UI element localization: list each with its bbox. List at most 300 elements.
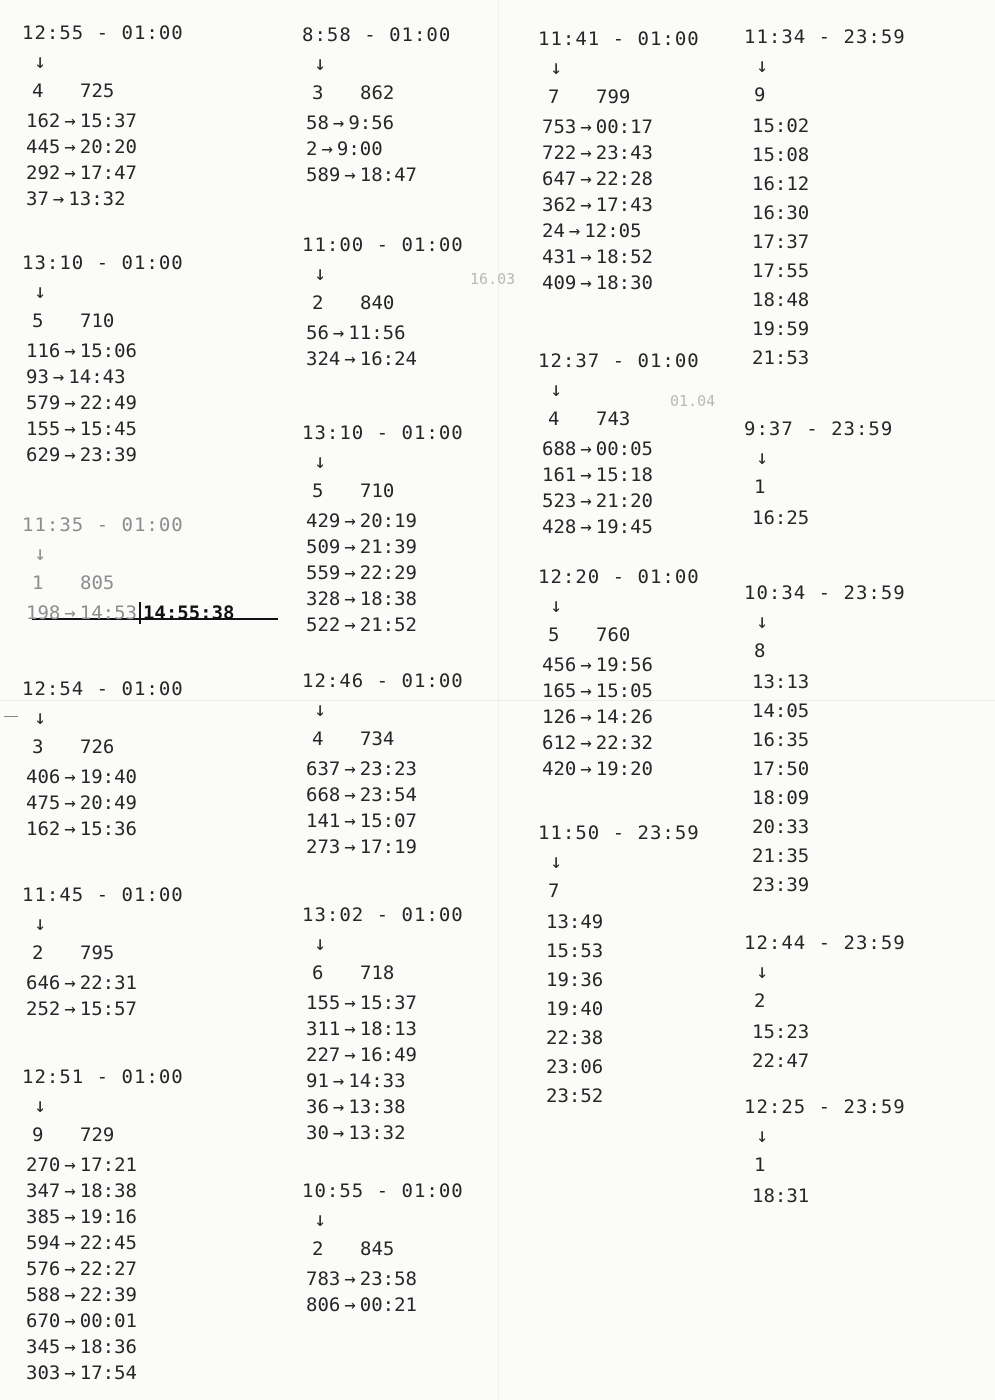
item-total: 862	[360, 82, 395, 104]
time-entry: 22:47	[752, 1050, 810, 1072]
right-arrow-icon: →	[580, 732, 592, 754]
time-entry: 17:37	[752, 231, 810, 253]
entry-number: 58	[306, 112, 329, 134]
entry-row	[22, 790, 262, 816]
shift-block	[744, 22, 984, 373]
down-arrow-icon: ↓	[314, 261, 327, 285]
entry-number: 428	[542, 516, 577, 538]
time-entry: 17:55	[752, 260, 810, 282]
count-row	[538, 618, 778, 652]
entry-time: 22:32	[595, 732, 653, 754]
shift-time-range: 12:25 - 23:59	[744, 1096, 906, 1118]
entry-time: 21:52	[359, 614, 417, 636]
margin-note-date-b: 01.04	[670, 392, 716, 410]
time-entry: 14:05	[752, 700, 810, 722]
entry-number: 126	[542, 706, 577, 728]
shift-block	[744, 578, 984, 900]
item-total: 845	[360, 1238, 395, 1260]
right-arrow-icon: →	[64, 1180, 76, 1202]
entry-row	[302, 1042, 542, 1068]
entry-time: 17:19	[359, 836, 417, 858]
entry-time: 13:38	[348, 1096, 406, 1118]
entry-time: 12:05	[584, 220, 642, 242]
shift-block	[302, 418, 542, 638]
down-arrow-icon: ↓	[756, 609, 769, 633]
entry-number: 753	[542, 116, 577, 138]
entry-time: 23:58	[359, 1268, 417, 1290]
shift-time-range: 11:35 - 01:00	[22, 514, 184, 536]
time-entry: 16:35	[752, 729, 810, 751]
entry-row	[538, 166, 778, 192]
entry-number: 509	[306, 536, 341, 558]
shift-time-range: 9:37 - 23:59	[744, 418, 894, 440]
entry-row	[22, 1152, 262, 1178]
right-arrow-icon: →	[580, 706, 592, 728]
right-arrow-icon: →	[580, 758, 592, 780]
entry-row	[302, 560, 542, 586]
entry-time: 18:47	[359, 164, 417, 186]
item-count: 1	[32, 572, 44, 594]
right-arrow-icon: →	[580, 194, 592, 216]
item-total: 710	[80, 310, 115, 332]
entry-time: 22:39	[79, 1284, 137, 1306]
entry-number: 475	[26, 792, 61, 814]
down-arrow-icon: ↓	[34, 541, 47, 565]
entry-row	[538, 704, 778, 730]
entry-row	[22, 1360, 262, 1386]
entry-row	[302, 834, 542, 860]
entry-number: 24	[542, 220, 565, 242]
entry-number: 37	[26, 188, 49, 210]
entry-number: 347	[26, 1180, 61, 1202]
item-count: 6	[312, 962, 324, 984]
shift-block	[22, 674, 262, 842]
right-arrow-icon: →	[344, 164, 356, 186]
shift-time-range: 11:45 - 01:00	[22, 884, 184, 906]
entry-time: 00:17	[595, 116, 653, 138]
entry-time: 00:01	[79, 1310, 137, 1332]
entry-number: 311	[306, 1018, 341, 1040]
entry-number: 292	[26, 162, 61, 184]
shift-time-range: 13:10 - 01:00	[302, 422, 464, 444]
right-arrow-icon: →	[332, 112, 345, 134]
entry-number: 328	[306, 588, 341, 610]
item-count: 2	[32, 942, 44, 964]
item-count: 1	[754, 476, 766, 498]
entry-time: 22:31	[79, 972, 137, 994]
entry-time: 18:38	[359, 588, 417, 610]
right-arrow-icon: →	[344, 836, 356, 858]
shift-time-range: 12:51 - 01:00	[22, 1066, 184, 1088]
entry-row	[302, 1094, 542, 1120]
entry-row	[538, 140, 778, 166]
count-row	[302, 722, 542, 756]
down-arrow-icon: ↓	[314, 449, 327, 473]
down-arrow-icon: ↓	[34, 49, 47, 73]
right-arrow-icon: →	[580, 680, 592, 702]
right-arrow-icon: →	[332, 1122, 345, 1144]
item-total: 799	[596, 86, 631, 108]
down-arrow-icon: ↓	[314, 931, 327, 955]
entry-number: 670	[26, 1310, 61, 1332]
entry-time: 19:20	[595, 758, 653, 780]
time-entry: 15:23	[752, 1021, 810, 1043]
entry-row	[538, 678, 778, 704]
entry-time: 20:20	[79, 136, 137, 158]
entry-time: 17:21	[79, 1154, 137, 1176]
right-arrow-icon: →	[344, 1044, 356, 1066]
down-arrow-icon: ↓	[34, 1093, 47, 1117]
shift-block	[302, 20, 542, 188]
right-arrow-icon: →	[321, 138, 333, 160]
item-count: 2	[312, 1238, 324, 1260]
right-arrow-icon: →	[344, 1294, 356, 1316]
entry-number: 523	[542, 490, 577, 512]
entry-time: 15:07	[359, 810, 417, 832]
entry-number: 783	[306, 1268, 341, 1290]
down-arrow-icon: ↓	[756, 53, 769, 77]
entry-number: 161	[542, 464, 577, 486]
time-entry: 21:53	[752, 347, 810, 369]
entry-row	[538, 270, 778, 296]
down-arrow-icon: ↓	[756, 1123, 769, 1147]
entry-number: 162	[26, 110, 61, 132]
entry-time: 23:39	[79, 444, 137, 466]
entry-number: 162	[26, 818, 61, 840]
entry-row	[22, 1204, 262, 1230]
time-entry: 18:31	[752, 1185, 810, 1207]
count-row	[538, 402, 778, 436]
down-arrow-icon: ↓	[550, 377, 563, 401]
entry-number: 637	[306, 758, 341, 780]
right-arrow-icon: →	[64, 602, 76, 624]
item-total: 726	[80, 736, 115, 758]
item-count: 5	[312, 480, 324, 502]
shift-time-range: 8:58 - 01:00	[302, 24, 452, 46]
item-count: 2	[312, 292, 324, 314]
item-count: 5	[32, 310, 44, 332]
entry-row	[538, 218, 778, 244]
right-arrow-icon: →	[344, 562, 356, 584]
entry-row	[302, 1266, 542, 1292]
right-arrow-icon: →	[344, 588, 356, 610]
entry-time: 18:30	[595, 272, 653, 294]
entry-number: 445	[26, 136, 61, 158]
entry-row	[22, 186, 262, 212]
entry-time: 23:23	[359, 758, 417, 780]
count-row	[302, 286, 542, 320]
entry-number: 559	[306, 562, 341, 584]
shift-block	[302, 900, 542, 1146]
down-arrow-icon: ↓	[34, 911, 47, 935]
entry-time: 18:36	[79, 1336, 137, 1358]
shift-time-range: 12:46 - 01:00	[302, 670, 464, 692]
entry-number: 406	[26, 766, 61, 788]
entry-row	[22, 134, 262, 160]
entry-row	[22, 970, 262, 996]
margin-note-date-a: 16.03	[470, 270, 516, 288]
entry-number: 270	[26, 1154, 61, 1176]
entry-time: 15:06	[79, 340, 137, 362]
time-entry: 17:50	[752, 758, 810, 780]
right-arrow-icon: →	[580, 246, 592, 268]
right-arrow-icon: →	[344, 810, 356, 832]
item-count: 3	[32, 736, 44, 758]
time-entry: 15:02	[752, 115, 810, 137]
boxed-timestamp: 14:55:38	[139, 602, 235, 624]
entry-number: 579	[26, 392, 61, 414]
entry-time: 17:54	[79, 1362, 137, 1384]
down-arrow-icon: ↓	[314, 697, 327, 721]
shift-block	[744, 414, 984, 533]
right-arrow-icon: →	[64, 972, 76, 994]
time-entry: 23:39	[752, 874, 810, 896]
entry-row	[302, 136, 542, 162]
count-row	[744, 470, 984, 504]
entry-row	[538, 436, 778, 462]
item-count: 4	[548, 408, 560, 430]
shift-time-range: 10:34 - 23:59	[744, 582, 906, 604]
count-row	[302, 1232, 542, 1266]
entry-time: 00:05	[595, 438, 653, 460]
entry-row	[538, 756, 778, 782]
entry-row	[22, 1256, 262, 1282]
right-arrow-icon: →	[580, 438, 592, 460]
time-entry: 13:13	[752, 671, 810, 693]
right-arrow-icon: →	[64, 818, 76, 840]
entry-number: 155	[306, 992, 341, 1014]
item-total: 805	[80, 572, 115, 594]
entry-time: 15:57	[79, 998, 137, 1020]
entry-row	[302, 808, 542, 834]
entry-number: 806	[306, 1294, 341, 1316]
entry-time: 15:36	[79, 818, 137, 840]
item-count: 7	[548, 86, 560, 108]
entry-row	[302, 110, 542, 136]
entry-row	[22, 442, 262, 468]
entry-time: 22:27	[79, 1258, 137, 1280]
entry-row	[538, 652, 778, 678]
item-count: 2	[754, 990, 766, 1012]
right-arrow-icon: →	[580, 516, 592, 538]
entry-number: 362	[542, 194, 577, 216]
item-count: 5	[548, 624, 560, 646]
right-arrow-icon: →	[580, 142, 592, 164]
time-entry: 13:49	[546, 911, 604, 933]
entry-row	[538, 244, 778, 270]
right-arrow-icon: →	[344, 758, 356, 780]
time-entry: 15:08	[752, 144, 810, 166]
count-row	[744, 634, 984, 668]
shift-block	[744, 1092, 984, 1211]
right-arrow-icon: →	[580, 654, 592, 676]
entry-number: 629	[26, 444, 61, 466]
entry-time: 17:47	[79, 162, 137, 184]
entry-number: 324	[306, 348, 341, 370]
entry-row	[302, 782, 542, 808]
entry-row	[538, 730, 778, 756]
item-count: 4	[32, 80, 44, 102]
item-count: 1	[754, 1154, 766, 1176]
right-arrow-icon: →	[332, 1070, 345, 1092]
entry-row	[302, 346, 542, 372]
entry-row	[302, 990, 542, 1016]
entry-row	[22, 364, 262, 390]
item-count: 9	[754, 84, 766, 106]
right-arrow-icon: →	[64, 1154, 76, 1176]
entry-row	[22, 816, 262, 842]
count-row	[22, 730, 262, 764]
time-entry: 23:06	[546, 1056, 604, 1078]
right-arrow-icon: →	[64, 392, 76, 414]
entry-time: 16:49	[359, 1044, 417, 1066]
time-entry: 20:33	[752, 816, 810, 838]
shift-block	[302, 1176, 542, 1318]
entry-row	[538, 462, 778, 488]
down-arrow-icon: ↓	[550, 55, 563, 79]
right-arrow-icon: →	[344, 510, 356, 532]
item-total: 729	[80, 1124, 115, 1146]
count-row	[302, 956, 542, 990]
entry-number: 56	[306, 322, 329, 344]
right-arrow-icon: →	[64, 418, 76, 440]
entry-row	[22, 1230, 262, 1256]
entry-number: 576	[26, 1258, 61, 1280]
entry-row	[302, 534, 542, 560]
down-arrow-icon: ↓	[550, 593, 563, 617]
entry-row	[22, 416, 262, 442]
count-row	[22, 936, 262, 970]
entry-number: 2	[306, 138, 318, 160]
entry-number: 155	[26, 418, 61, 440]
shift-block	[22, 1062, 262, 1386]
entry-time: 19:45	[595, 516, 653, 538]
entry-row	[302, 162, 542, 188]
shift-block	[302, 666, 542, 860]
right-arrow-icon: →	[64, 998, 76, 1020]
entry-time: 18:52	[595, 246, 653, 268]
right-arrow-icon: →	[344, 784, 356, 806]
right-arrow-icon: →	[344, 992, 356, 1014]
entry-number: 345	[26, 1336, 61, 1358]
shift-time-range: 12:44 - 23:59	[744, 932, 906, 954]
down-arrow-icon: ↓	[34, 705, 47, 729]
entry-number: 429	[306, 510, 341, 532]
entry-time: 19:56	[595, 654, 653, 676]
right-arrow-icon: →	[64, 444, 76, 466]
time-entry: 18:48	[752, 289, 810, 311]
entry-time: 19:40	[79, 766, 137, 788]
right-arrow-icon: →	[52, 366, 65, 388]
entry-row	[302, 1292, 542, 1318]
shift-block	[538, 562, 778, 782]
entry-time: 16:24	[359, 348, 417, 370]
entry-number: 589	[306, 164, 341, 186]
item-total: 743	[596, 408, 631, 430]
entry-number: 688	[542, 438, 577, 460]
entry-row	[302, 1016, 542, 1042]
item-count: 7	[548, 880, 560, 902]
entry-time: 23:43	[595, 142, 653, 164]
down-arrow-icon: ↓	[34, 279, 47, 303]
time-entry: 19:59	[752, 318, 810, 340]
down-arrow-icon: ↓	[314, 51, 327, 75]
entry-time: 14:43	[68, 366, 126, 388]
entry-number: 420	[542, 758, 577, 780]
right-arrow-icon: →	[580, 168, 592, 190]
entry-number: 668	[306, 784, 341, 806]
entry-time: 13:32	[68, 188, 126, 210]
shift-block	[538, 818, 778, 1111]
entry-number: 647	[542, 168, 577, 190]
entry-row	[302, 508, 542, 534]
item-total: 710	[360, 480, 395, 502]
item-count: 3	[312, 82, 324, 104]
count-row	[302, 76, 542, 110]
time-entry: 18:09	[752, 787, 810, 809]
entry-row	[22, 160, 262, 186]
shift-time-range: 12:55 - 01:00	[22, 22, 184, 44]
down-arrow-icon: ↓	[550, 849, 563, 873]
right-arrow-icon: →	[580, 116, 592, 138]
shift-time-range: 11:00 - 01:00	[302, 234, 464, 256]
entry-row	[22, 1334, 262, 1360]
entry-time: 17:43	[595, 194, 653, 216]
right-arrow-icon: →	[580, 490, 592, 512]
count-row	[744, 984, 984, 1018]
entry-number: 722	[542, 142, 577, 164]
entry-time: 22:28	[595, 168, 653, 190]
entry-time: 13:32	[348, 1122, 406, 1144]
entry-time: 15:45	[79, 418, 137, 440]
shift-block	[22, 18, 262, 212]
shift-time-range: 13:10 - 01:00	[22, 252, 184, 274]
item-total: 760	[596, 624, 631, 646]
right-arrow-icon: →	[52, 188, 65, 210]
entry-time: 23:54	[359, 784, 417, 806]
entry-number: 93	[26, 366, 49, 388]
entry-number: 409	[542, 272, 577, 294]
entry-row	[22, 764, 262, 790]
count-row	[538, 80, 778, 114]
time-entry: 23:52	[546, 1085, 604, 1107]
entry-row	[302, 756, 542, 782]
right-arrow-icon: →	[64, 1206, 76, 1228]
right-arrow-icon: →	[64, 1362, 76, 1384]
entry-number: 30	[306, 1122, 329, 1144]
entry-time: 20:49	[79, 792, 137, 814]
time-entry: 16:12	[752, 173, 810, 195]
entry-number: 303	[26, 1362, 61, 1384]
entry-time: 15:37	[79, 110, 137, 132]
count-row	[744, 1148, 984, 1182]
entry-number: 198	[26, 602, 61, 624]
shift-time-range: 10:55 - 01:00	[302, 1180, 464, 1202]
entry-number: 252	[26, 998, 61, 1020]
entry-number: 594	[26, 1232, 61, 1254]
shift-block	[22, 248, 262, 468]
shift-time-range: 12:54 - 01:00	[22, 678, 184, 700]
entry-row	[22, 996, 262, 1022]
margin-dash	[4, 716, 18, 717]
entry-number: 612	[542, 732, 577, 754]
right-arrow-icon: →	[64, 162, 76, 184]
right-arrow-icon: →	[580, 464, 592, 486]
count-row	[538, 874, 778, 908]
entry-time: 14:53	[79, 602, 137, 624]
item-total: 725	[80, 80, 115, 102]
time-entry: 16:30	[752, 202, 810, 224]
